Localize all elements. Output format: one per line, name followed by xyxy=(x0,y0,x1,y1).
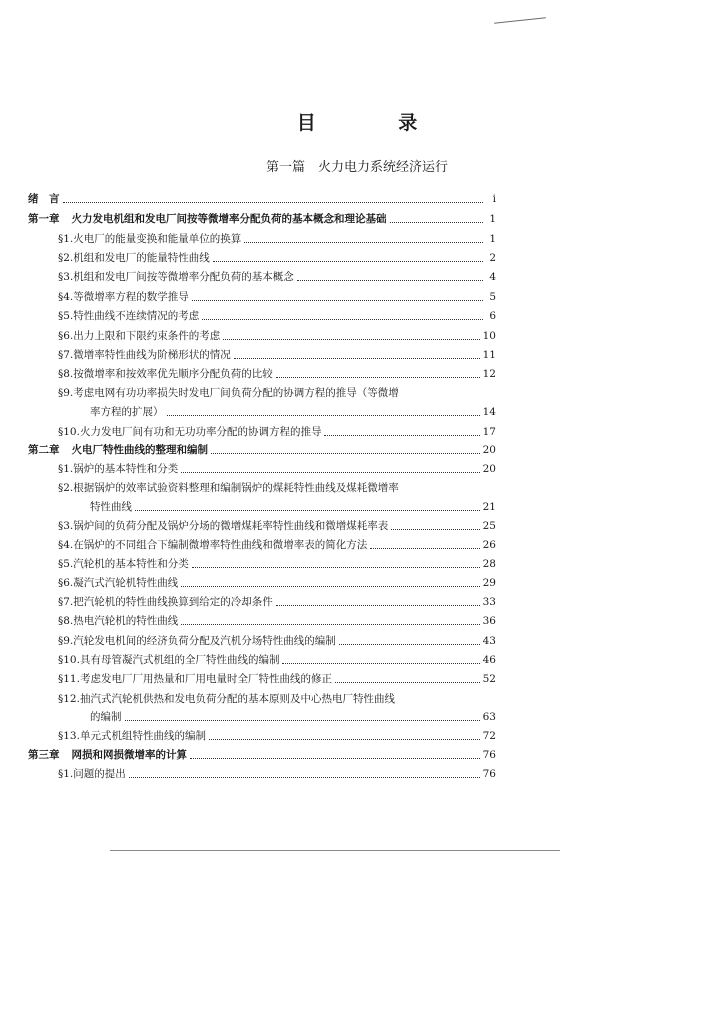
toc-page-number: 36 xyxy=(482,615,496,627)
toc-entry-text: §12.抽汽式汽轮机供热和发电负荷分配的基本原则及中心热电厂特性曲线 xyxy=(58,693,395,705)
toc-leader-dots xyxy=(209,739,480,740)
toc-entry-text: §8.按微增率和按效率优先顺序分配负荷的比较 xyxy=(58,368,273,380)
toc-entry-text: §9.汽轮发电机间的经济负荷分配及汽机分场特性曲线的编制 xyxy=(58,635,336,647)
toc-page-number: i xyxy=(492,193,496,205)
toc-entry-label xyxy=(58,425,321,439)
toc-page-number: 29 xyxy=(482,577,496,589)
toc-entry-text: §7.把汽轮机的特性曲线换算到给定的冷却条件 xyxy=(58,596,273,608)
toc-entry-label xyxy=(58,481,399,495)
toc-entry-label xyxy=(58,386,399,400)
toc-section-row[interactable] xyxy=(58,309,496,323)
toc-section-row[interactable] xyxy=(58,576,496,590)
toc-entry-label xyxy=(58,232,241,246)
toc-section-row[interactable] xyxy=(90,405,496,419)
toc-page-number: 21 xyxy=(482,501,496,513)
toc-leader-dots xyxy=(190,758,480,759)
toc-entry-text: 特性曲线 xyxy=(90,501,132,513)
toc-entry-label xyxy=(58,367,273,381)
toc-section-row[interactable] xyxy=(58,614,496,628)
toc-entry-label xyxy=(58,653,279,667)
toc-page-number: 46 xyxy=(482,654,496,666)
toc-section-row[interactable] xyxy=(90,710,496,724)
toc-chapter-row[interactable] xyxy=(28,192,496,206)
toc-page-number: 4 xyxy=(489,271,496,283)
toc-entry-text: §2.机组和发电厂的能量特性曲线 xyxy=(58,252,210,264)
part-title: 第一篇 火力电力系统经济运行 xyxy=(265,160,448,175)
toc-page-number: 10 xyxy=(482,330,496,342)
toc-section-row[interactable] xyxy=(58,481,496,495)
toc-page-number: 20 xyxy=(482,444,496,456)
toc-leader-dots xyxy=(125,720,480,721)
toc-entry-text: §2.根据锅炉的效率试验资料整理和编制锅炉的煤耗特性曲线及煤耗微增率 xyxy=(58,482,399,494)
toc-entry-label xyxy=(28,212,387,226)
toc-leader-dots xyxy=(167,415,480,416)
toc-leader-dots xyxy=(63,202,484,203)
toc-entry-label xyxy=(58,729,206,743)
toc-entry-label xyxy=(58,290,189,304)
toc-entry-text: §9.考虑电网有功功率损失时发电厂间负荷分配的协调方程的推导（等微增 xyxy=(58,387,399,399)
toc-leader-dots xyxy=(276,605,480,606)
toc-section-row[interactable] xyxy=(58,595,496,609)
toc-entry-text: §1.火电厂的能量变换和能量单位的换算 xyxy=(58,233,242,245)
toc-leader-dots xyxy=(223,339,479,340)
toc-entry-text: §10.具有母管凝汽式机组的全厂特性曲线的编制 xyxy=(58,654,280,666)
toc-page-number: 2 xyxy=(489,252,496,264)
toc-page-number: 43 xyxy=(482,635,496,647)
toc-leader-dots xyxy=(181,624,479,625)
toc-leader-dots xyxy=(276,377,480,378)
toc-section-row[interactable] xyxy=(58,538,496,552)
toc-section-row[interactable] xyxy=(58,692,496,706)
toc-entry-text: §6.出力上限和下限约束条件的考虑 xyxy=(58,330,221,342)
toc-page-number: 5 xyxy=(489,291,496,303)
toc-entry-label xyxy=(58,309,199,323)
toc-leader-dots xyxy=(202,319,483,320)
toc-page-number: 1 xyxy=(489,213,496,225)
toc-page-number: 63 xyxy=(482,711,496,723)
toc-page-number: 26 xyxy=(482,539,496,551)
toc-entry-label xyxy=(58,595,273,609)
toc-entry-label xyxy=(58,270,294,284)
toc-section-row[interactable] xyxy=(58,251,496,265)
toc-leader-dots xyxy=(335,682,480,683)
toc-entry-text: §5.汽轮机的基本特性和分类 xyxy=(58,558,189,570)
toc-chapter-row[interactable] xyxy=(28,748,496,762)
toc-section-row[interactable] xyxy=(58,462,496,476)
toc-entry-text: 的编制 xyxy=(90,711,122,723)
toc-leader-dots xyxy=(181,586,479,587)
toc-leader-dots xyxy=(391,529,479,530)
toc-chapter-number: 绪 言 xyxy=(28,193,60,205)
toc-entry-label xyxy=(58,634,336,648)
toc-section-row[interactable] xyxy=(58,290,496,304)
toc-entry-text: §10.火力发电厂间有功和无功功率分配的协调方程的推导 xyxy=(58,426,322,438)
toc-entry-label xyxy=(58,614,178,628)
toc-section-row[interactable] xyxy=(58,672,496,686)
toc-section-row[interactable] xyxy=(90,500,496,514)
toc-page-number: 12 xyxy=(482,368,496,380)
toc-leader-dots xyxy=(211,453,480,454)
toc-entry-label xyxy=(90,710,122,724)
toc-leader-dots xyxy=(234,358,480,359)
toc-entry-text: §1.锅炉的基本特性和分类 xyxy=(58,463,179,475)
toc-entry-label xyxy=(90,405,164,419)
toc-page-number: 14 xyxy=(482,406,496,418)
toc-entry-text: §4.等微增率方程的数学推导 xyxy=(58,291,189,303)
toc-entry-label xyxy=(58,519,388,533)
toc-leader-dots xyxy=(282,663,479,664)
toc-leader-dots xyxy=(390,222,484,223)
toc-leader-dots xyxy=(324,435,479,436)
toc-entry-label xyxy=(58,672,332,686)
toc-entry-label xyxy=(28,443,208,457)
toc-entry-text: §3.机组和发电厂间按等微增率分配负荷的基本概念 xyxy=(58,271,294,283)
toc-entry-label xyxy=(58,251,210,265)
toc-chapter-number: 第一章 xyxy=(28,213,60,225)
toc-page-number: 28 xyxy=(482,558,496,570)
toc-section-row[interactable] xyxy=(58,425,496,439)
toc-entry-text: 火力发电机组和发电厂间按等微增率分配负荷的基本概念和理论基础 xyxy=(71,213,387,225)
toc-section-row[interactable] xyxy=(58,519,496,533)
toc-entry-text: 火电厂特性曲线的整理和编制 xyxy=(71,444,208,456)
toc-entry-label xyxy=(28,192,60,206)
toc-entry-label xyxy=(58,767,126,781)
toc-section-row[interactable] xyxy=(58,348,496,362)
toc-leader-dots xyxy=(192,300,483,301)
toc-leader-dots xyxy=(370,548,479,549)
toc-page-number: 1 xyxy=(489,233,496,245)
toc-entry-text: §5.特性曲线不连续情况的考虑 xyxy=(58,310,200,322)
toc-section-row[interactable] xyxy=(58,232,496,246)
toc-chapter-row[interactable] xyxy=(28,443,496,457)
toc-entry-text: §7.微增率特性曲线为阶梯形状的情况 xyxy=(58,349,231,361)
toc-page-number: 25 xyxy=(482,520,496,532)
toc-entry-text: 网损和网损微增率的计算 xyxy=(71,749,187,761)
toc-entry-label xyxy=(58,329,220,343)
toc-page-number: 20 xyxy=(482,463,496,475)
toc-section-row[interactable] xyxy=(58,634,496,648)
toc-section-row[interactable] xyxy=(58,329,496,343)
toc-section-row[interactable] xyxy=(58,557,496,571)
page-title: 目 录 xyxy=(296,112,456,134)
toc-chapter-number: 第三章 xyxy=(28,749,60,761)
toc-leader-dots xyxy=(213,261,483,262)
toc-section-row[interactable] xyxy=(58,729,496,743)
toc-page-number: 11 xyxy=(482,349,496,361)
toc-page-number: 72 xyxy=(482,730,496,742)
toc-leader-dots xyxy=(244,242,483,243)
toc-entry-text: §11.考虑发电厂厂用热量和厂用电量时全厂特性曲线的修正 xyxy=(58,673,332,685)
toc-section-row[interactable] xyxy=(58,653,496,667)
toc-leader-dots xyxy=(181,472,479,473)
toc-page-number: 6 xyxy=(489,310,496,322)
toc-entry-text: 率方程的扩展） xyxy=(90,406,164,418)
toc-chapter-number: 第二章 xyxy=(28,444,60,456)
toc-section-row[interactable] xyxy=(58,367,496,381)
toc-section-row[interactable] xyxy=(58,386,496,400)
toc-leader-dots xyxy=(129,777,480,778)
toc-entry-text: §13.单元式机组特性曲线的编制 xyxy=(58,730,206,742)
toc-entry-text: §1.问题的提出 xyxy=(58,768,126,780)
toc-page-number: 17 xyxy=(482,426,496,438)
toc-page-number: 76 xyxy=(482,749,496,761)
toc-page-number: 52 xyxy=(482,673,496,685)
toc-entry-label xyxy=(58,348,231,362)
toc-entry-label xyxy=(58,462,178,476)
toc-leader-dots xyxy=(297,280,483,281)
toc-section-row[interactable] xyxy=(58,270,496,284)
toc-entry-label xyxy=(58,576,178,590)
toc-entry-text: §4.在锅炉的不同组合下编制微增率特性曲线和微增率表的简化方法 xyxy=(58,539,368,551)
toc-entry-label xyxy=(58,692,395,706)
toc-entry-label xyxy=(90,500,132,514)
toc-entry-label xyxy=(58,538,367,552)
toc-leader-dots xyxy=(339,644,480,645)
toc-chapter-row[interactable] xyxy=(28,212,496,226)
scan-line-bottom xyxy=(110,850,560,851)
toc-leader-dots xyxy=(192,567,480,568)
toc-page-number: 33 xyxy=(482,596,496,608)
toc-entry-text: §3.锅炉间的负荷分配及锅炉分场的微增煤耗率特性曲线和微增煤耗率表 xyxy=(58,520,389,532)
toc-entry-text: §8.热电汽轮机的特性曲线 xyxy=(58,615,179,627)
toc-section-row[interactable] xyxy=(58,767,496,781)
toc-entry-label xyxy=(58,557,189,571)
toc-entry-text: §6.凝汽式汽轮机特性曲线 xyxy=(58,577,179,589)
toc-entry-label xyxy=(28,748,187,762)
toc-leader-dots xyxy=(135,510,480,511)
toc-page-number: 76 xyxy=(482,768,496,780)
